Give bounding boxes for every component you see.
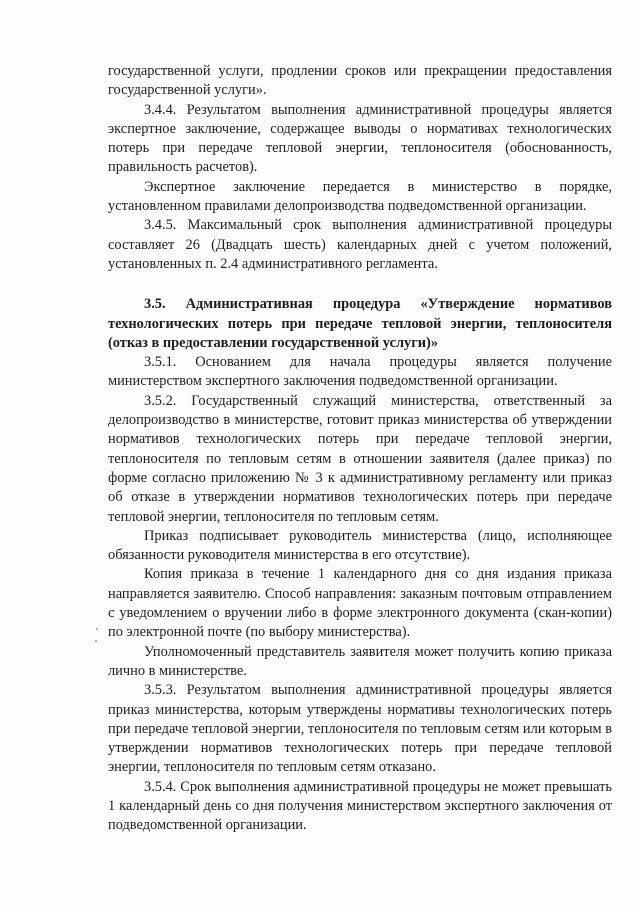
section-heading-3-5: 3.5. Административная процедура «Утверждение нормативов технологических потерь при передаче тепловой энергии, теплоносителя (отказ в предоставлении государственной услуги)» [108,296,612,351]
paragraph-3-4-5: 3.4.5. Максимальный срок выполнения административной процедуры составляет 26 (Двадцать шесть) календарных дней с учетом положений, установленных п. 2.4 административного регламента. [108,217,612,272]
paragraph-order-signing: Приказ подписывает руководитель министерства (лицо, исполняющее обязанности руководителя министерства в его отсутствие). [108,527,612,564]
paragraph-representative: Уполномоченный представитель заявителя может получить копию приказа лично в министерстве. [108,643,612,679]
paragraph-3-5-3: 3.5.3. Результатом выполнения административной процедуры является приказ министерства, которым утверждены нормативы технологических потерь при передаче тепловой энергии, теплоносителя по тепловым сетям или которым в утверждении нормативов технологических потерь при передаче тепловой энергии, теплоносителя по тепловым сетям отказано. [108,682,613,776]
paragraph-order-copy: Копия приказа в течение 1 календарного дня со дня издания приказа направляется заявителю. Способ направления: заказным почтовым отправлением с уведомлением о вручении либо в форме электронного документа (скан-копии) по электронной почте (по выбору министерства). [108,566,612,641]
paragraph-3-5-2: 3.5.2. Государственный служащий министерства, ответственный за делопроизводство в министерстве, готовит приказ министерства об утверждении нормативов технологических потерь при передаче тепловой энергии, теплоносителя по тепловым сетям в отношении заявителя (далее приказ) по форме согласно приложению № 3 к административному регламенту или приказ об отказе в утверждении нормативов технологических потерь при передаче тепловой энергии, теплоносителя по тепловым сетям. [108,392,612,525]
paragraph-3-5-1: 3.5.1. Основанием для начала процедуры является получение министерством экспертного заключения подведомственной организации. [108,354,612,390]
paragraph-continuation: государственной услуги, продлении сроков или прекращении предоставления государственной услуги». [108,63,612,99]
paragraph-3-5-4: 3.5.4. Срок выполнения административной процедуры не может превышать 1 календарный день со дня получения министерством экспертного заключения от подведомственной организации. [108,778,612,834]
paragraph-expert-conclusion: Экспертное заключение передается в министерство в порядке, установленном правилами делопроизводства подведомственной организации. [108,178,612,215]
scan-speck [96,628,98,630]
scan-speck [95,640,97,642]
section-gap [108,274,612,293]
paragraph-3-4-4: 3.4.4. Результатом выполнения административной процедуры является экспертное заключение, содержащее выводы о нормативах технологических потерь при передаче тепловой энергии, теплоносителя (обоснованность, правильность расчетов). [108,101,612,176]
